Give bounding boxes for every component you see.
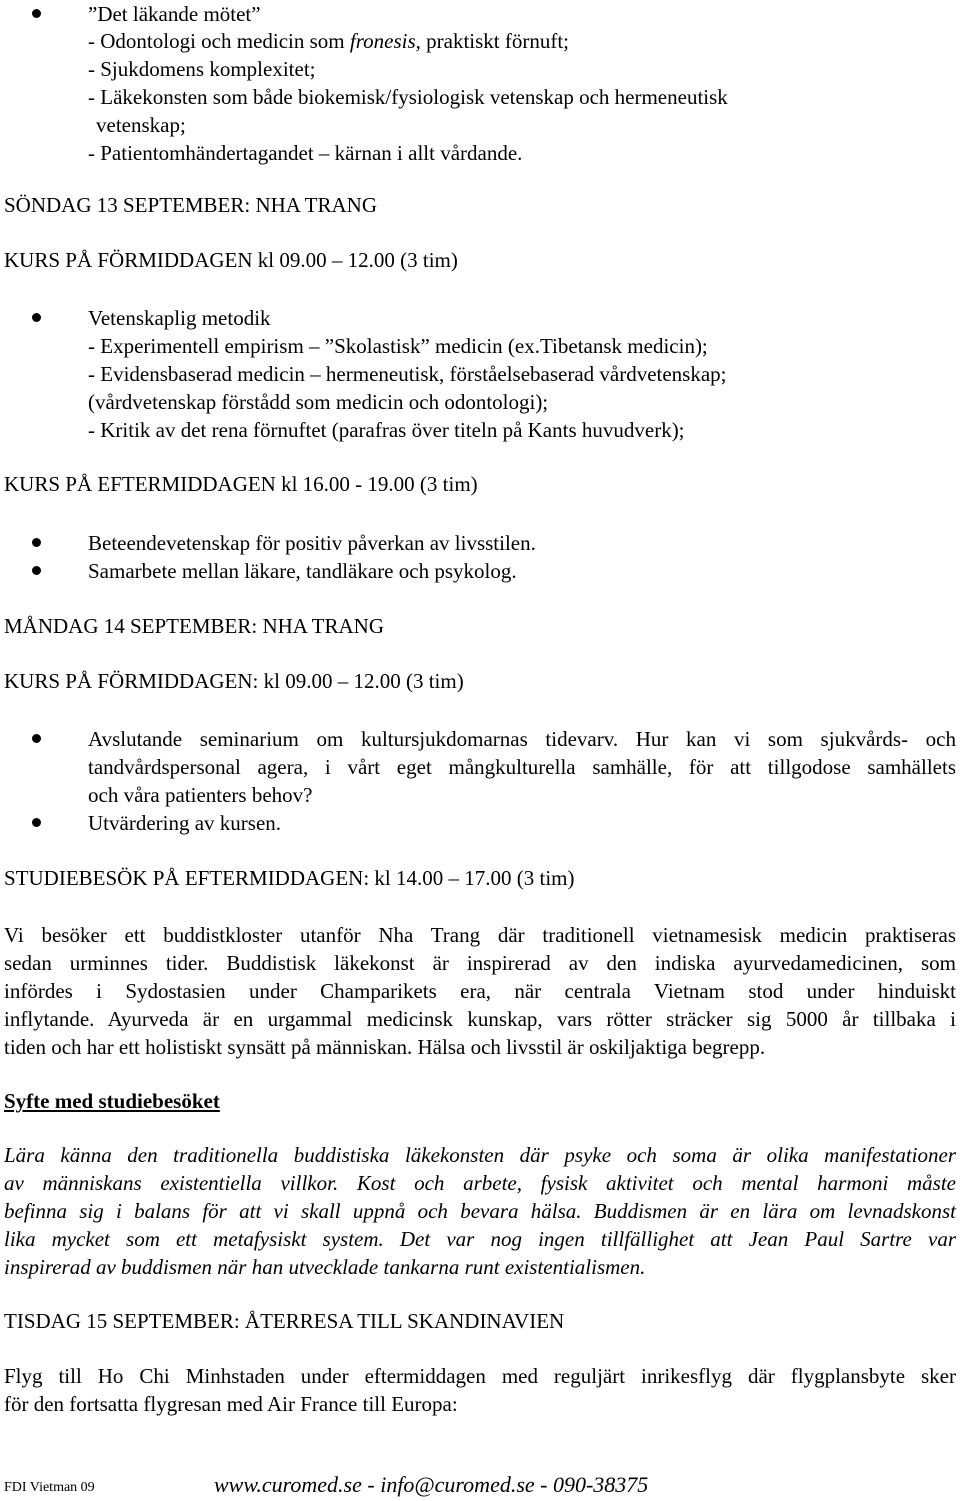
intro-line-1-fronesis: fronesis, [349, 29, 421, 53]
monday-bullet-1-line-3: och våra patienters behov? [88, 783, 313, 807]
intro-line-4: vetenskap; [96, 113, 186, 137]
intro-line-1-head: - Odontologi och medicin som [88, 29, 350, 53]
monday-heading: MÅNDAG 14 SEPTEMBER: NHA TRANG [4, 614, 384, 638]
intro-line-5: - Patientomhändertagandet – kärnan i allt vårdande. [88, 141, 523, 165]
bullet-icon [32, 313, 41, 322]
intro-line-1-tail: praktiskt förnuft; [420, 29, 570, 53]
purpose-line-3: befinna sig i balans för att vi skall uppnå och bevara hälsa. Buddismen är en lära om levnadskonst [4, 1199, 956, 1223]
intro-line-2: - Sjukdomens komplexitet; [88, 57, 316, 81]
visit-line-4: inflytande. Ayurveda är en urgammal medicinsk kunskap, vars rötter sträcker sig 5000 år tillbaka i [4, 1007, 956, 1031]
monday-bullet-1-line-1: Avslutande seminarium om kultursjukdomarnas tidevarv. Hur kan vi som sjukvårds- och [88, 727, 956, 751]
sunday-heading: SÖNDAG 13 SEPTEMBER: NHA TRANG [4, 193, 377, 217]
visit-line-1: Vi besöker ett buddistkloster utanför Nha Trang där traditionell vietnamesisk medicin praktiseras [4, 923, 956, 947]
sunday-morning-line-2: - Evidensbaserad medicin – hermeneutisk, förståelsebaserad vårdvetenskap; [88, 362, 727, 386]
purpose-line-1: Lära känna den traditionella buddistiska läkekonsten där psyke och soma är olika manifestationer [4, 1143, 956, 1167]
monday-bullet-1-line-2: tandvårdspersonal agera, i vårt eget mångkulturella samhälle, för att tillgodose samhällets [88, 755, 956, 779]
bullet-icon [32, 9, 41, 18]
monday-morning-heading: KURS PÅ FÖRMIDDAGEN: kl 09.00 – 12.00 (3 tim) [4, 669, 464, 693]
intro-line-3: - Läkekonsten som både biokemisk/fysiologisk vetenskap och hermeneutisk [88, 85, 728, 109]
purpose-line-2: av människans existentiella villkor. Kost och arbete, fysisk aktivitet och mental harmoni måste [4, 1171, 956, 1195]
sunday-morning-heading: KURS PÅ FÖRMIDDAGEN kl 09.00 – 12.00 (3 tim) [4, 248, 458, 272]
tuesday-line-2: för den fortsatta flygresan med Air France till Europa: [4, 1392, 458, 1416]
bullet-icon [32, 538, 41, 547]
purpose-heading: Syfte med studiebesöket [4, 1089, 220, 1113]
sunday-afternoon-heading: KURS PÅ EFTERMIDDAGEN kl 16.00 - 19.00 (3 tim) [4, 472, 478, 496]
bullet-icon [32, 734, 41, 743]
tuesday-line-1: Flyg till Ho Chi Minhstaden under eftermiddagen med reguljärt inrikesflyg där flygplansbyte sker [4, 1364, 956, 1388]
sunday-morning-bullet: Vetenskaplig metodik [88, 306, 271, 330]
purpose-line-4: lika mycket som ett metafysiskt system. Det var nog ingen tillfällighet att Jean Paul Sartre var [4, 1227, 956, 1251]
sunday-afternoon-bullet-2: Samarbete mellan läkare, tandläkare och psykolog. [88, 559, 517, 583]
visit-line-5: tiden och har ett holistiskt synsätt på människan. Hälsa och livsstil är oskiljaktiga begrepp. [4, 1035, 766, 1059]
sunday-morning-line-4: - Kritik av det rena förnuftet (parafras över titeln på Kants huvudverk); [88, 418, 685, 442]
intro-line-1 [88, 27, 569, 55]
sunday-morning-line-1: - Experimentell empirism – ”Skolastisk” medicin (ex.Tibetansk medicin); [88, 334, 708, 358]
visit-line-2: sedan urminnes tider. Buddistisk läkekonst är inspirerad av den indiska ayurvedamedicinen, som [4, 951, 956, 975]
footer-right: www.curomed.se - info@curomed.se - 090-38375 [214, 1472, 649, 1497]
visit-line-3: infördes i Sydostasien under Champarikets era, när centrala Vietnam stod under hinduiskt [4, 979, 956, 1003]
sunday-afternoon-bullet-1: Beteendevetenskap för positiv påverkan av livsstilen. [88, 531, 536, 555]
bullet-icon [32, 818, 41, 827]
bullet-icon [32, 566, 41, 575]
tuesday-heading: TISDAG 15 SEPTEMBER: ÅTERRESA TILL SKANDINAVIEN [4, 1309, 565, 1333]
footer-left: FDI Vietman 09 [4, 1480, 95, 1495]
sunday-morning-line-3: (vårdvetenskap förstådd som medicin och odontologi); [88, 390, 549, 414]
monday-visit-heading: STUDIEBESÖK PÅ EFTERMIDDAGEN: kl 14.00 – 17.00 (3 tim) [4, 866, 575, 890]
monday-bullet-2: Utvärdering av kursen. [88, 811, 282, 835]
purpose-line-5: inspirerad av buddismen när han utvecklade tankarna runt existentialismen. [4, 1255, 646, 1279]
intro-title: ”Det läkande mötet” [88, 2, 261, 26]
